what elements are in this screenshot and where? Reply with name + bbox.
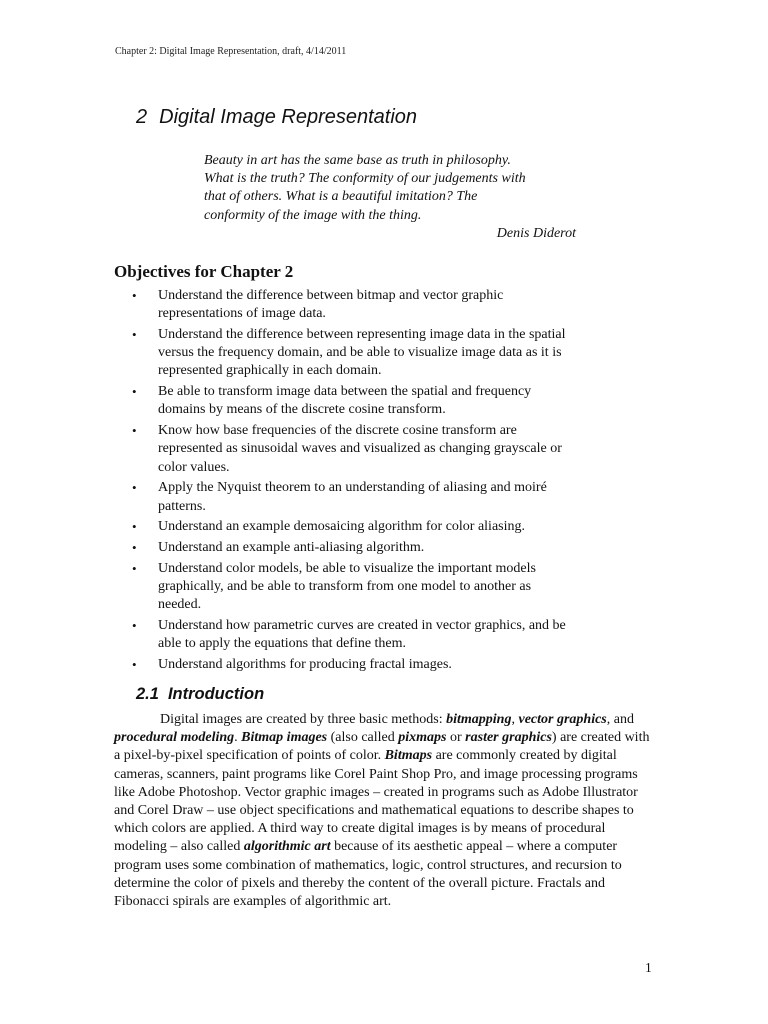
objectives-heading: Objectives for Chapter 2 xyxy=(114,262,294,281)
epigraph-attribution: Denis Diderot xyxy=(496,225,576,241)
objective-item: • Understand the difference between representing image data in the spatial versus the frequency domain, and be able to visualize image data as it is represented graphically in each domain. xyxy=(132,327,566,379)
objective-item: • Understand the difference between bitmap and vector graphic representations of image data. xyxy=(132,288,504,322)
introduction-paragraph: Digital images are created by three basic methods: bitmapping, vector graphics, and procedural modeling. Bitmap images (also called pixmaps or raster graphics) are created with a pixel-by-pixel specification of points of color. Bitmaps are commonly created by digital cameras, scanners, paint programs like Corel Paint Shop Pro, and image processing programs like Adobe Photoshop. Vector graphic images – created in programs such as Adobe Illustrator and Corel Draw – use object specifications and mathematical equations to describe shapes to which colors are applied. A third way to create digital images is by means of procedural modeling – also called algorithmic art because of its aesthetic appeal – where a computer program uses some combination of mathematics, logic, control structures, and recursion to determine the color of pixels and thereby the content of the overall picture. Fractals and Fibonacci spirals are examples of algorithmic art. xyxy=(114,712,650,910)
term-procedural-modeling: procedural modeling xyxy=(114,730,235,746)
objective-item: • Understand an example anti-aliasing algorithm. xyxy=(132,539,572,557)
page-number: 1 xyxy=(645,960,652,975)
objective-item: • Understand color models, be able to visualize the important models graphically, and be able to transform from one model to another as needed. xyxy=(132,561,536,613)
objectives-list xyxy=(132,287,572,677)
epigraph-line: that of others. What is a beautiful imitation? The xyxy=(204,189,478,205)
bullet-icon: • xyxy=(132,327,137,342)
objective-item: • Be able to transform image data between the spatial and frequency domains by means of the discrete cosine transform. xyxy=(132,384,532,418)
objective-item: • Know how base frequencies of the discrete cosine transform are represented as sinusoidal waves and visualized as changing grayscale or color values. xyxy=(132,423,562,475)
section-number: 2.1 xyxy=(136,685,159,703)
running-header: Chapter 2: Digital Image Representation, draft, 4/14/2011 xyxy=(115,46,347,57)
chapter-title xyxy=(136,106,417,129)
bullet-icon: • xyxy=(132,657,137,673)
bullet-icon: • xyxy=(132,423,137,439)
term-vector-graphics: vector graphics xyxy=(518,712,607,727)
term-pixmaps: pixmaps xyxy=(398,730,447,746)
bullet-icon: • xyxy=(132,540,137,556)
term-bitmaps: Bitmaps xyxy=(384,748,433,764)
term-algorithmic-art: algorithmic art xyxy=(243,839,331,855)
objective-item: • Understand algorithms for producing fractal images. xyxy=(132,656,572,674)
epigraph-line: conformity of the image with the thing. xyxy=(204,207,422,223)
objective-item: • Understand how parametric curves are created in vector graphics, and be able to apply the equations that define them. xyxy=(132,618,566,652)
epigraph xyxy=(204,152,576,243)
bullet-icon: • xyxy=(132,384,137,400)
bullet-icon: • xyxy=(132,288,137,303)
bullet-icon: • xyxy=(132,480,137,496)
section-heading xyxy=(136,685,264,704)
epigraph-line: What is the truth? The conformity of our judgements with xyxy=(204,171,526,187)
objective-item: • Apply the Nyquist theorem to an understanding of aliasing and moiré patterns. xyxy=(132,480,547,514)
term-bitmap-images: Bitmap images xyxy=(241,730,328,746)
objective-item: • Understand an example demosaicing algorithm for color aliasing. xyxy=(132,518,572,536)
section-title: Introduction xyxy=(167,685,265,703)
term-raster-graphics: raster graphics xyxy=(465,730,552,746)
chapter-title-text: Digital Image Representation xyxy=(159,106,418,128)
epigraph-line: Beauty in art has the same base as truth in philosophy. xyxy=(204,153,511,168)
bullet-icon: • xyxy=(132,519,137,535)
chapter-number: 2 xyxy=(136,106,148,128)
bullet-icon: • xyxy=(132,561,137,576)
term-bitmapping: bitmapping xyxy=(446,712,512,727)
bullet-icon: • xyxy=(132,618,137,634)
